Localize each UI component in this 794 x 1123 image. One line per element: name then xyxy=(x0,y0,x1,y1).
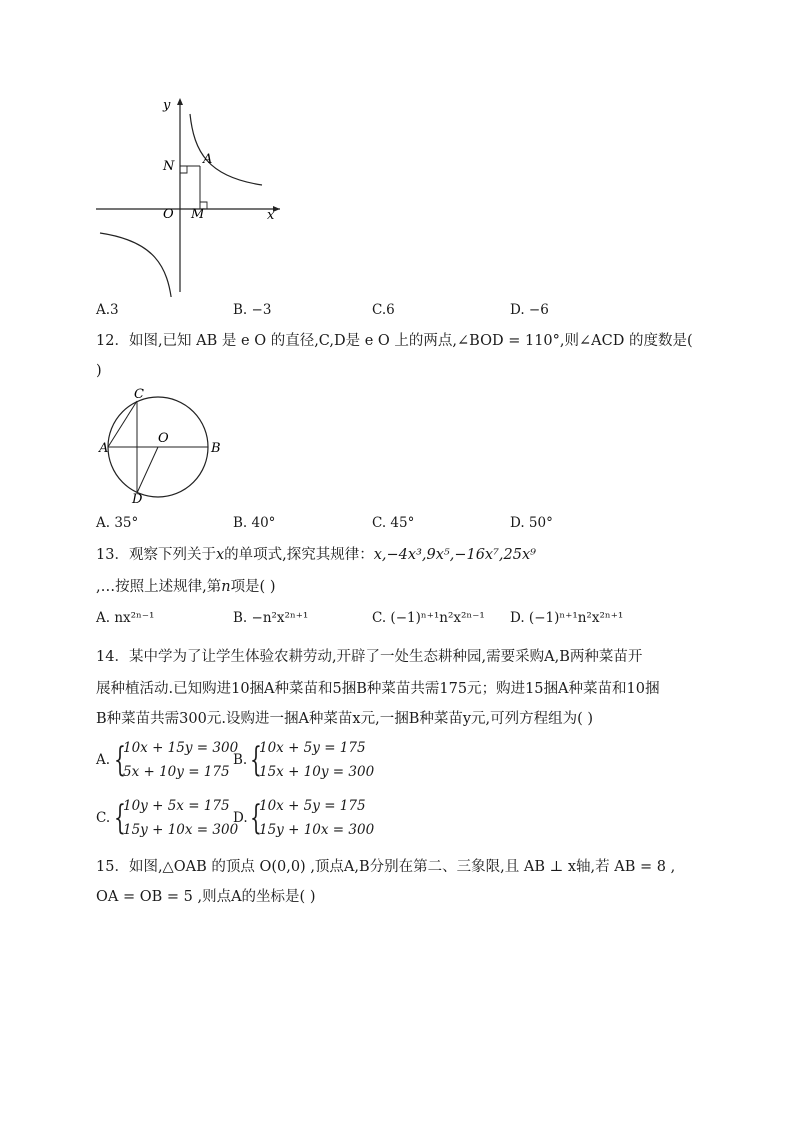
q11-option-a: A.3 xyxy=(96,302,119,318)
q14-option-a-brace: { xyxy=(114,740,126,780)
q14-option-a-eq2: 5x + 10y = 175 xyxy=(123,764,230,780)
q15-line2: OA = OB = 5 ,则点A的坐标是( ) xyxy=(96,889,316,905)
q11-option-c: C.6 xyxy=(372,302,395,318)
q14-option-a-label: A. xyxy=(96,752,111,768)
hyperbola-branch-1 xyxy=(190,114,262,185)
q13-sequence: x,−4x³,9x⁵,−16x⁷,25x⁹ xyxy=(373,547,536,563)
q14-line1: 14．某中学为了让学生体验农耕劳动,开辟了一处生态耕种园,需要采购A,B两种菜苗开 xyxy=(96,649,643,665)
q12-option-d: D. 50° xyxy=(510,515,553,531)
q14-option-d-eq1: 10x + 5y = 175 xyxy=(259,798,366,814)
q13-n: n xyxy=(221,579,231,595)
q14-line3: B种菜苗共需300元.设购进一捆A种菜苗x元,一捆B种菜苗y元,可列方程组为( ) xyxy=(96,711,594,727)
q13-text-a: 13．观察下列关于 xyxy=(96,547,216,563)
hyperbola-figure xyxy=(90,92,290,297)
q12-option-a: A. 35° xyxy=(96,515,139,531)
label-B: B xyxy=(211,441,221,456)
q14-option-a-eq1: 10x + 15y = 300 xyxy=(123,740,239,756)
q13-text-b: 的单项式,探究其规律： xyxy=(224,547,374,563)
segment-AC xyxy=(108,401,137,447)
q13-line1 xyxy=(96,544,536,566)
q12-text-cont: ) xyxy=(96,363,102,379)
label-A: A xyxy=(203,152,213,167)
q14-option-b-eq2: 15x + 10y = 300 xyxy=(259,764,375,780)
q14-option-c-eq1: 10y + 5x = 175 xyxy=(123,798,230,814)
q12-text: 12．如图,已知 AB 是 e O 的直径,C,D是 e O 上的两点,∠BOD = 110°,则∠ACD 的度数是( xyxy=(96,333,693,349)
q13-option-c: C. (−1)ⁿ⁺¹n²x²ⁿ⁻¹ xyxy=(372,610,485,626)
label-D: D xyxy=(132,492,143,505)
q14-option-c-label: C. xyxy=(96,810,111,826)
q14-option-c-brace: { xyxy=(114,798,126,838)
q12-option-b: B. 40° xyxy=(233,515,276,531)
q11-option-b: B. −3 xyxy=(233,302,272,318)
segment-OD xyxy=(137,447,158,493)
q13-option-d: D. (−1)ⁿ⁺¹n²x²ⁿ⁺¹ xyxy=(510,610,624,626)
q14-option-b-brace: { xyxy=(250,740,262,780)
right-angle-N xyxy=(180,166,187,173)
q14-option-b-label: B. xyxy=(233,752,248,768)
label-O: O xyxy=(158,431,169,446)
q13-var: x xyxy=(215,547,225,563)
q12-option-c: C. 45° xyxy=(372,515,415,531)
q14-option-d-brace: { xyxy=(250,798,262,838)
label-C: C xyxy=(134,387,144,402)
label-O: O xyxy=(163,207,174,222)
hyperbola-branch-2 xyxy=(100,233,172,297)
y-axis-arrow xyxy=(177,98,183,105)
q14-option-d-eq2: 15y + 10x = 300 xyxy=(259,822,375,838)
q13-text-d: 项是( ) xyxy=(230,579,276,595)
label-y: y xyxy=(163,98,171,113)
circle-figure xyxy=(96,385,226,505)
q14-option-c-eq2: 15y + 10x = 300 xyxy=(123,822,239,838)
q14-line2: 展种植活动.已知购进10捆A种菜苗和5捆B种菜苗共需175元；购进15捆A种菜苗和10捆 xyxy=(96,681,660,697)
label-N: N xyxy=(163,159,175,174)
q13-line2 xyxy=(96,576,276,598)
label-M: M xyxy=(191,207,205,222)
q15-line1: 15．如图,△OAB 的顶点 O(0,0) ,顶点A,B分别在第二、三象限,且 AB ⊥ x轴,若 AB = 8 , xyxy=(96,859,676,875)
q14-option-b-eq1: 10x + 5y = 175 xyxy=(259,740,366,756)
q13-text-c: ,…按照上述规律,第 xyxy=(96,579,222,595)
q13-option-a: A. nx²ⁿ⁻¹ xyxy=(96,610,155,626)
q13-option-b: B. −n²x²ⁿ⁺¹ xyxy=(233,610,309,626)
label-x: x xyxy=(267,208,275,223)
q14-option-d-label: D. xyxy=(233,810,248,826)
q11-option-d: D. −6 xyxy=(510,302,549,318)
label-A: A xyxy=(99,441,109,456)
